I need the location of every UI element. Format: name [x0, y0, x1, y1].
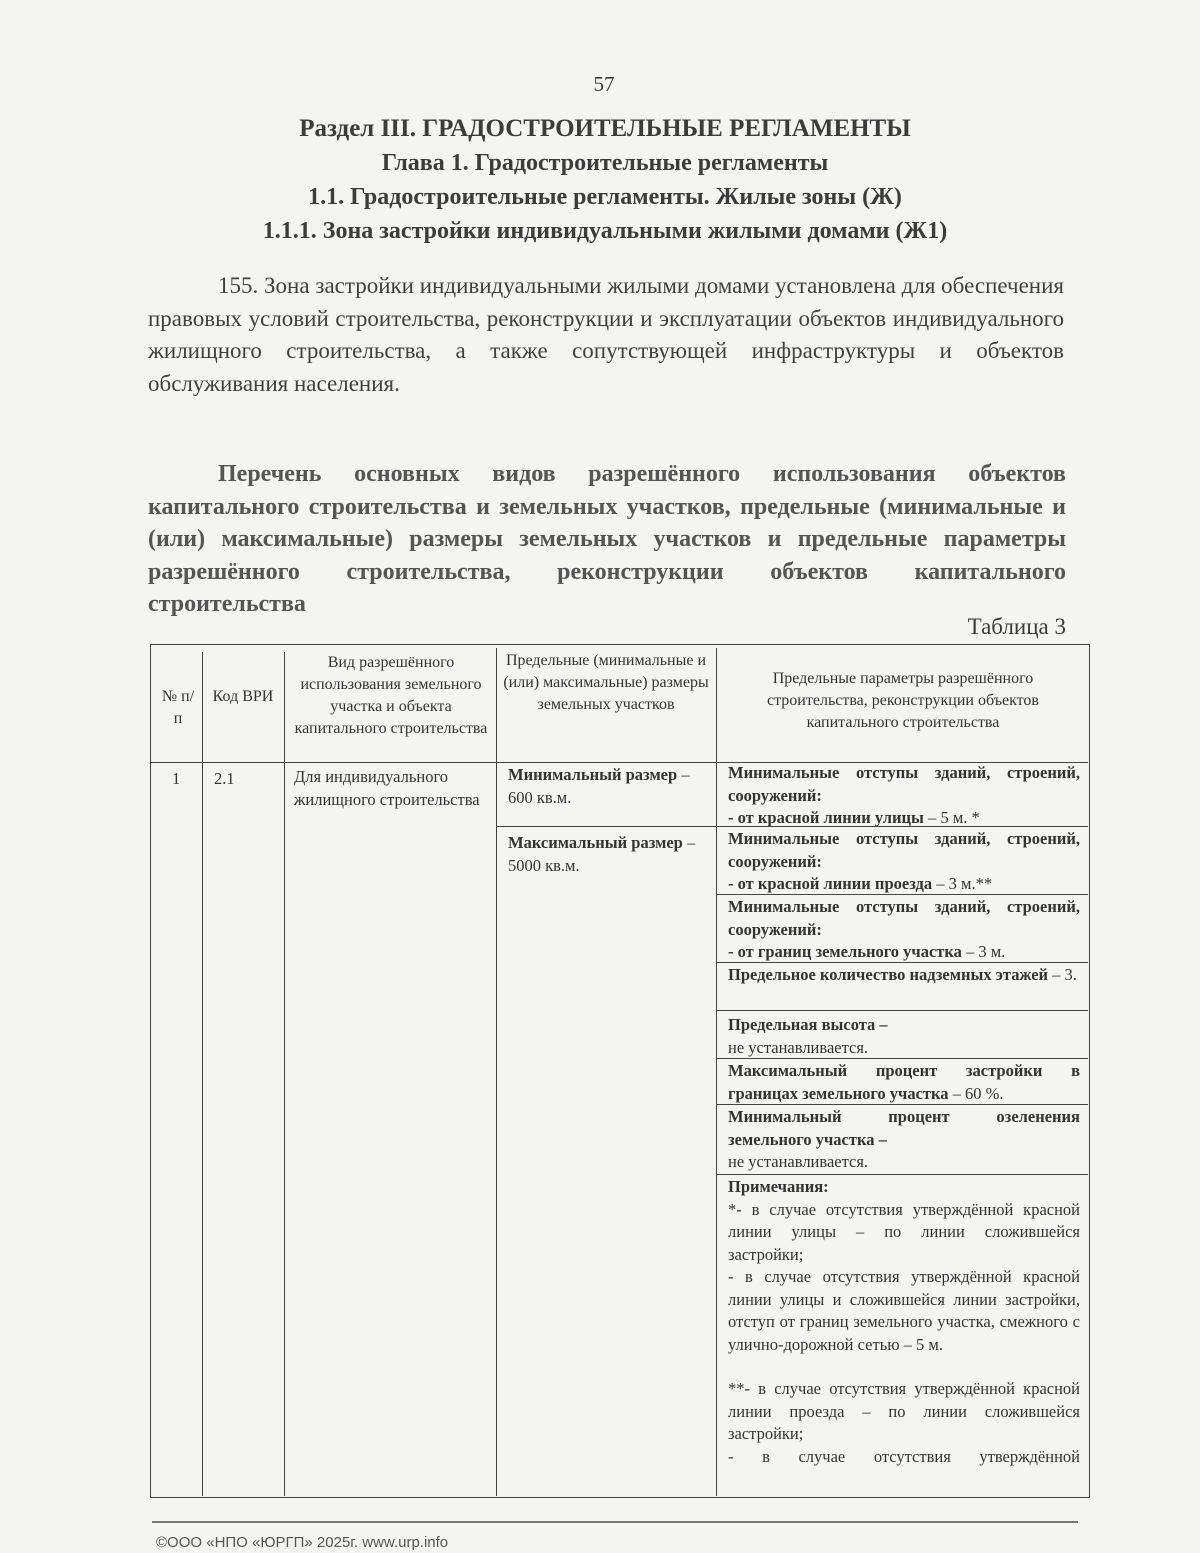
header-sizes: Предельные (минимальные и (или) максимальные) размеры земельных участков	[503, 652, 709, 713]
min-size-value: – 600 кв.м.	[508, 765, 690, 807]
note-item: **- в случае отсутствия утверждённой красной линии проезда – по линии сложившейся застройки;	[728, 1379, 1080, 1443]
footer-text: ©ООО «НПО «ЮРГП» 2025г. www.urp.info	[156, 1534, 449, 1551]
param-divider	[716, 1010, 1088, 1011]
param-title: Минимальный процент озеленения земельного участка –	[728, 1107, 1080, 1149]
page-number: 57	[593, 72, 615, 96]
param-setback-street	[728, 762, 1080, 830]
param-detail-value: – 60 %.	[948, 1083, 1004, 1103]
param-setback-driveway	[728, 828, 1080, 896]
zone-title: 1.1.1. Зона застройки индивидуальными жилыми домами (Ж1)	[262, 218, 948, 244]
header-number: № п/п	[161, 688, 195, 727]
max-size-label: Максимальный размер	[508, 833, 683, 852]
col-divider	[284, 652, 285, 1496]
row-number: 1	[172, 769, 181, 788]
col-divider	[496, 648, 497, 1496]
max-size-value: – 5000 кв.м.	[508, 833, 696, 875]
table-label: Таблица 3	[967, 614, 1066, 639]
footer-rule	[152, 1521, 1078, 1523]
param-detail-label: - от красной линии проезда	[728, 874, 933, 893]
min-size-label: Минимальный размер	[508, 765, 678, 784]
note-item: *- в случае отсутствия утверждённой красной линии улицы – по линии сложившейся застройки;	[728, 1199, 1080, 1264]
param-green-percent	[728, 1106, 1080, 1174]
zone-description-paragraph: 155. Зона застройки индивидуальными жилыми домами установлена для обеспечения правовых условий строительства, реконструкции и эксплуатации объектов индивидуального жилищного строительства, а также сопутствующей инфраструктуры и объектов обслуживания населения.	[148, 273, 1064, 396]
param-detail-value: – 3.	[1048, 965, 1077, 984]
param-title: Минимальные отступы зданий, строений, сооружений:	[728, 829, 1080, 871]
note-item: - в случае отсутствия утверждённой	[728, 1446, 1080, 1466]
row-code: 2.1	[214, 769, 235, 788]
section-title: Раздел III. ГРАДОСТРОИТЕЛЬНЫЕ РЕГЛАМЕНТЫ	[299, 115, 911, 142]
param-title: Минимальные отступы зданий, строений, сооружений:	[728, 897, 1080, 939]
col-divider	[716, 648, 717, 1496]
param-detail-value: – 3 м.**	[932, 874, 993, 893]
header-params: Предельные параметры разрешённого строительства, реконструкции объектов капитального строительства	[767, 670, 1039, 731]
param-detail-label: - от границ земельного участка	[728, 942, 962, 961]
min-size-cell	[508, 764, 708, 809]
subsection-title: 1.1. Градостроительные регламенты. Жилые зоны (Ж)	[308, 184, 902, 210]
param-detail-value: – 3 м.	[961, 942, 1006, 961]
size-row-divider	[496, 826, 716, 827]
param-detail-value: – 5 м. *	[923, 808, 980, 827]
param-floors	[728, 964, 1080, 987]
param-detail-value: не устанавливается.	[728, 1037, 869, 1057]
notes-cell	[728, 1176, 1080, 1468]
note-item: - в случае отсутствия утверждённой красной линии улицы и сложившейся линии застройки, отступ от границ земельного участка, смежного с улично-дорожной сетью – 5 м.	[728, 1267, 1080, 1354]
param-title: Предельное количество надземных этажей	[728, 965, 1049, 984]
header-code: Код ВРИ	[212, 688, 274, 705]
chapter-title: Глава 1. Градостроительные регламенты	[381, 150, 829, 176]
col-divider	[202, 652, 203, 1496]
param-height	[728, 1014, 1080, 1059]
param-title: Минимальные отступы зданий, строений, сооружений:	[728, 763, 1080, 805]
param-detail-label: - от красной линии улицы	[728, 808, 924, 827]
param-build-percent	[728, 1060, 1080, 1105]
row-use: Для индивидуального жилищного строительства	[294, 767, 480, 809]
notes-title: Примечания:	[728, 1177, 829, 1196]
list-title: Перечень основных видов разрешённого использования объектов капитального строительства и земельных участков, предельные (минимальные и (или) максимальные) размеры земельных участков и предельные параметры разрешённого строительства, реконструкции объектов капитального строительства	[148, 461, 1066, 617]
header-use: Вид разрешённого использования земельного участка и объекта капитального строительства	[294, 654, 488, 737]
max-size-cell	[508, 832, 708, 877]
param-title: Максимальный процент застройки в границах земельного участка	[728, 1061, 1080, 1103]
param-divider	[716, 1174, 1088, 1175]
param-detail-value: не устанавливается.	[728, 1152, 869, 1171]
param-title: Предельная высота –	[728, 1015, 888, 1034]
param-setback-plot-border	[728, 896, 1080, 964]
section-headings	[150, 112, 1060, 248]
